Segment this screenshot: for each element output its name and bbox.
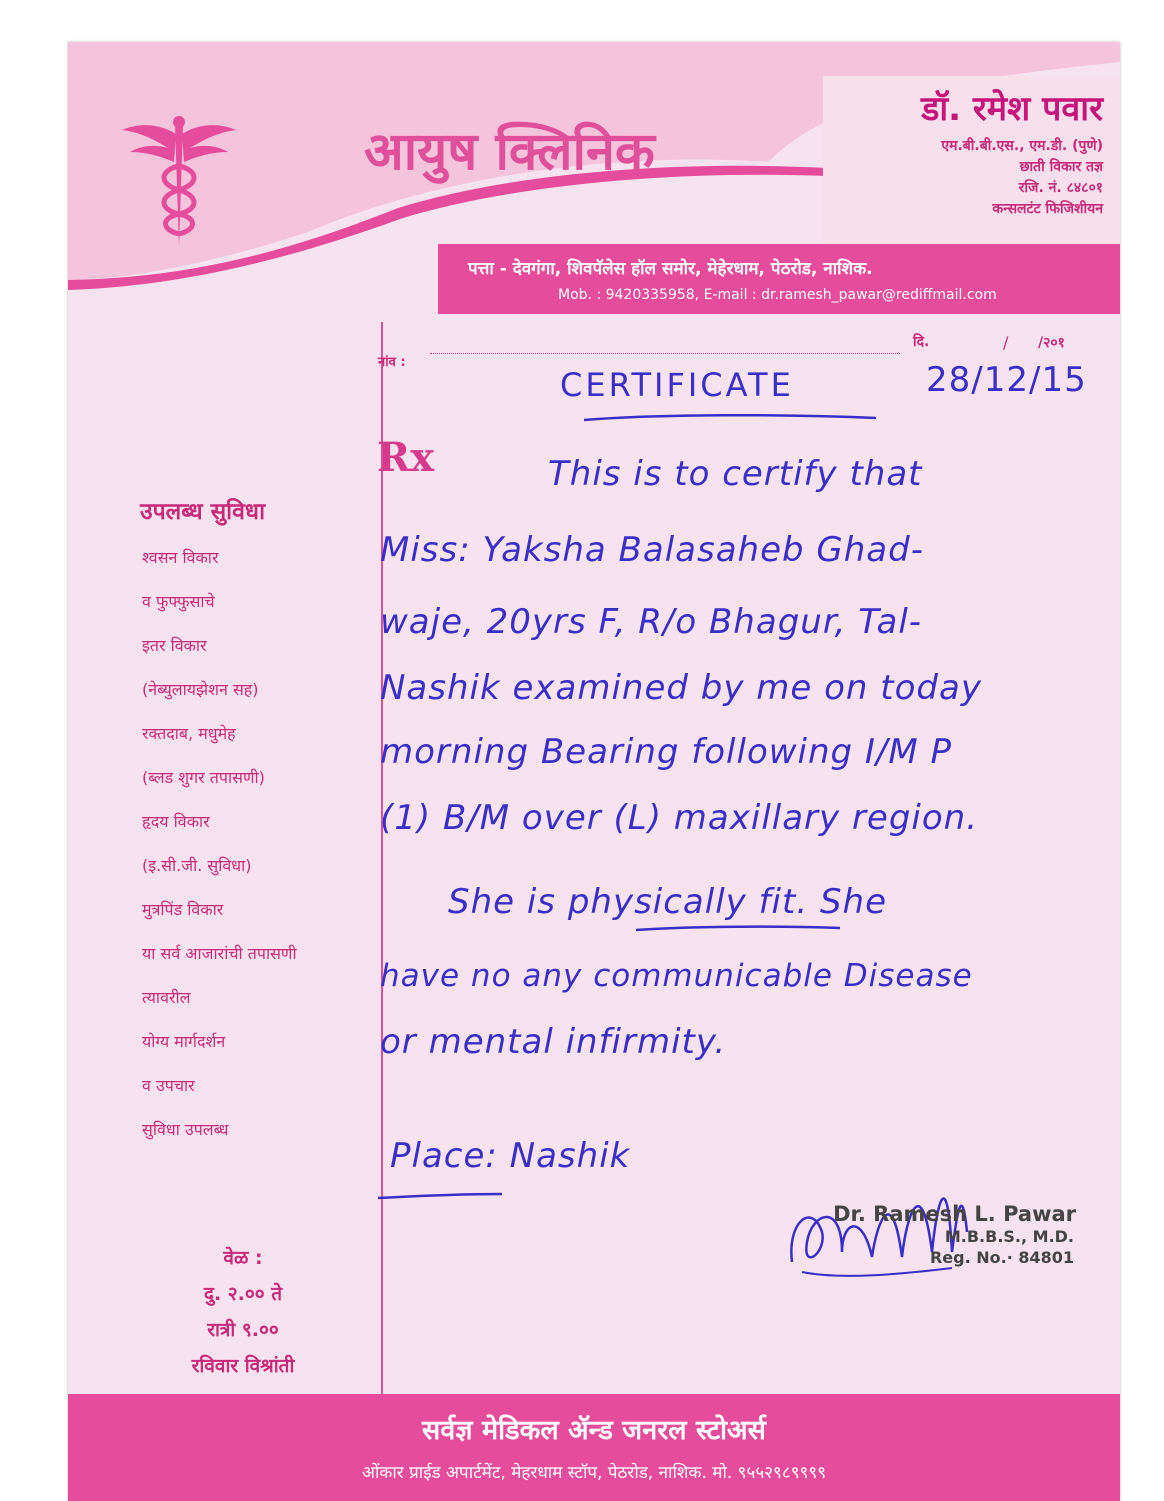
date-slash: / bbox=[1003, 333, 1009, 352]
facilities-title: उपलब्ध सुविधा bbox=[140, 499, 266, 525]
store-name: सर्वज्ञ मेडिकल ॲन्ड जनरल स्टोअर्स bbox=[422, 1415, 766, 1446]
clinic-timings bbox=[168, 1240, 318, 1384]
facility-item: रक्तदाब, मधुमेह bbox=[142, 724, 236, 743]
facility-item: मुत्रपिंड विकार bbox=[142, 900, 224, 919]
body-line-7: She is physically fit. She bbox=[448, 882, 887, 922]
timing-from: दु. २.०० ते bbox=[203, 1283, 283, 1305]
facilities-list bbox=[142, 545, 374, 1161]
stamp-name: Dr. Ramesh L. Pawar bbox=[833, 1202, 1076, 1226]
facility-item: योग्य मार्गदर्शन bbox=[142, 1032, 226, 1051]
doctor-role: कन्सलटंट फिजिशीयन bbox=[992, 201, 1103, 217]
clinic-contact: Mob. : 9420335958, E-mail : dr.ramesh_pawar@rediffmail.com bbox=[558, 287, 997, 303]
body-line-6: (1) B/M over (L) maxillary region. bbox=[380, 798, 979, 838]
footer-band bbox=[68, 1394, 1120, 1501]
facility-item: सुविधा उपलब्ध bbox=[142, 1120, 229, 1139]
name-label: नांव : bbox=[378, 355, 406, 370]
facility-item: (इ.सी.जी. सुविधा) bbox=[142, 856, 252, 875]
facility-item: इतर विकार bbox=[142, 636, 207, 655]
facility-item: (नेब्युलायझेशन सह) bbox=[142, 680, 259, 699]
date-year: /२०१ bbox=[1038, 335, 1065, 351]
body-line-4: Nashik examined by me on today bbox=[380, 668, 982, 708]
body-line-1: This is to certify that bbox=[548, 454, 923, 494]
place-line: Place: Nashik bbox=[390, 1136, 631, 1176]
doctor-qualification: एम.बी.बी.एस., एम.डी. (पुणे) bbox=[941, 138, 1103, 154]
date-label: दि. bbox=[913, 334, 930, 350]
timing-title: वेळ : bbox=[223, 1247, 263, 1269]
store-address: ओंकार प्राईड अपार्टमेंट, मेहरधाम स्टॉप, पेठरोड, नाशिक. मो. ९५५२९८९९९९ bbox=[361, 1463, 827, 1483]
timing-to: रात्री ९.०० bbox=[207, 1319, 279, 1341]
certificate-heading: CERTIFICATE bbox=[560, 366, 794, 404]
heading-underline bbox=[580, 408, 880, 428]
body-line-5: morning Bearing following I/M P bbox=[380, 732, 953, 772]
clinic-name: आयुष क्लिनिक bbox=[364, 122, 655, 182]
stamp-reg: Reg. No.· 84801 bbox=[929, 1248, 1074, 1267]
clinic-address: पत्ता - देवगंगा, शिवपॅलेस हॉल समोर, मेहेरधाम, पेठरोड, नाशिक. bbox=[468, 259, 873, 279]
doctor-name: डॉ. रमेश पवार bbox=[921, 89, 1103, 129]
doctor-registration: रजि. नं. ८४८०१ bbox=[1018, 180, 1103, 196]
address-band bbox=[438, 244, 1120, 314]
facility-item: त्यावरील bbox=[142, 988, 191, 1007]
facility-item: हृदय विकार bbox=[142, 812, 210, 831]
fit-underline bbox=[634, 922, 844, 936]
prescription-page bbox=[68, 42, 1120, 1501]
doctor-stamp bbox=[788, 1202, 1076, 1268]
stamp-degree: M.B.B.S., M.D. bbox=[944, 1227, 1074, 1246]
facility-item: व उपचार bbox=[142, 1076, 195, 1095]
body-line-2: Miss: Yaksha Balasaheb Ghad- bbox=[380, 530, 924, 570]
name-field-line bbox=[430, 353, 900, 354]
body-line-8: have no any communicable Disease bbox=[380, 958, 973, 994]
body-line-9: or mental infirmity. bbox=[380, 1022, 727, 1062]
timing-holiday: रविवार विश्रांती bbox=[191, 1355, 295, 1377]
facility-item: (ब्लड शुगर तपासणी) bbox=[142, 768, 265, 787]
certificate-date: 28/12/15 bbox=[926, 360, 1087, 400]
doctor-block bbox=[813, 84, 1113, 220]
sidebar-divider bbox=[381, 322, 383, 1394]
facility-item: श्वसन विकार bbox=[142, 548, 219, 567]
place-underline bbox=[376, 1190, 506, 1204]
doctor-specialty: छाती विकार तज्ञ bbox=[1019, 159, 1103, 175]
body-line-3: waje, 20yrs F, R/o Bhagur, Tal- bbox=[380, 602, 923, 642]
facility-item: व फुफ्फुसाचे bbox=[142, 592, 215, 611]
rx-symbol: Rx bbox=[377, 434, 435, 481]
caduceus-icon bbox=[120, 114, 238, 246]
letterhead bbox=[68, 42, 1120, 322]
facility-item: या सर्व आजारांची तपासणी bbox=[142, 944, 297, 963]
